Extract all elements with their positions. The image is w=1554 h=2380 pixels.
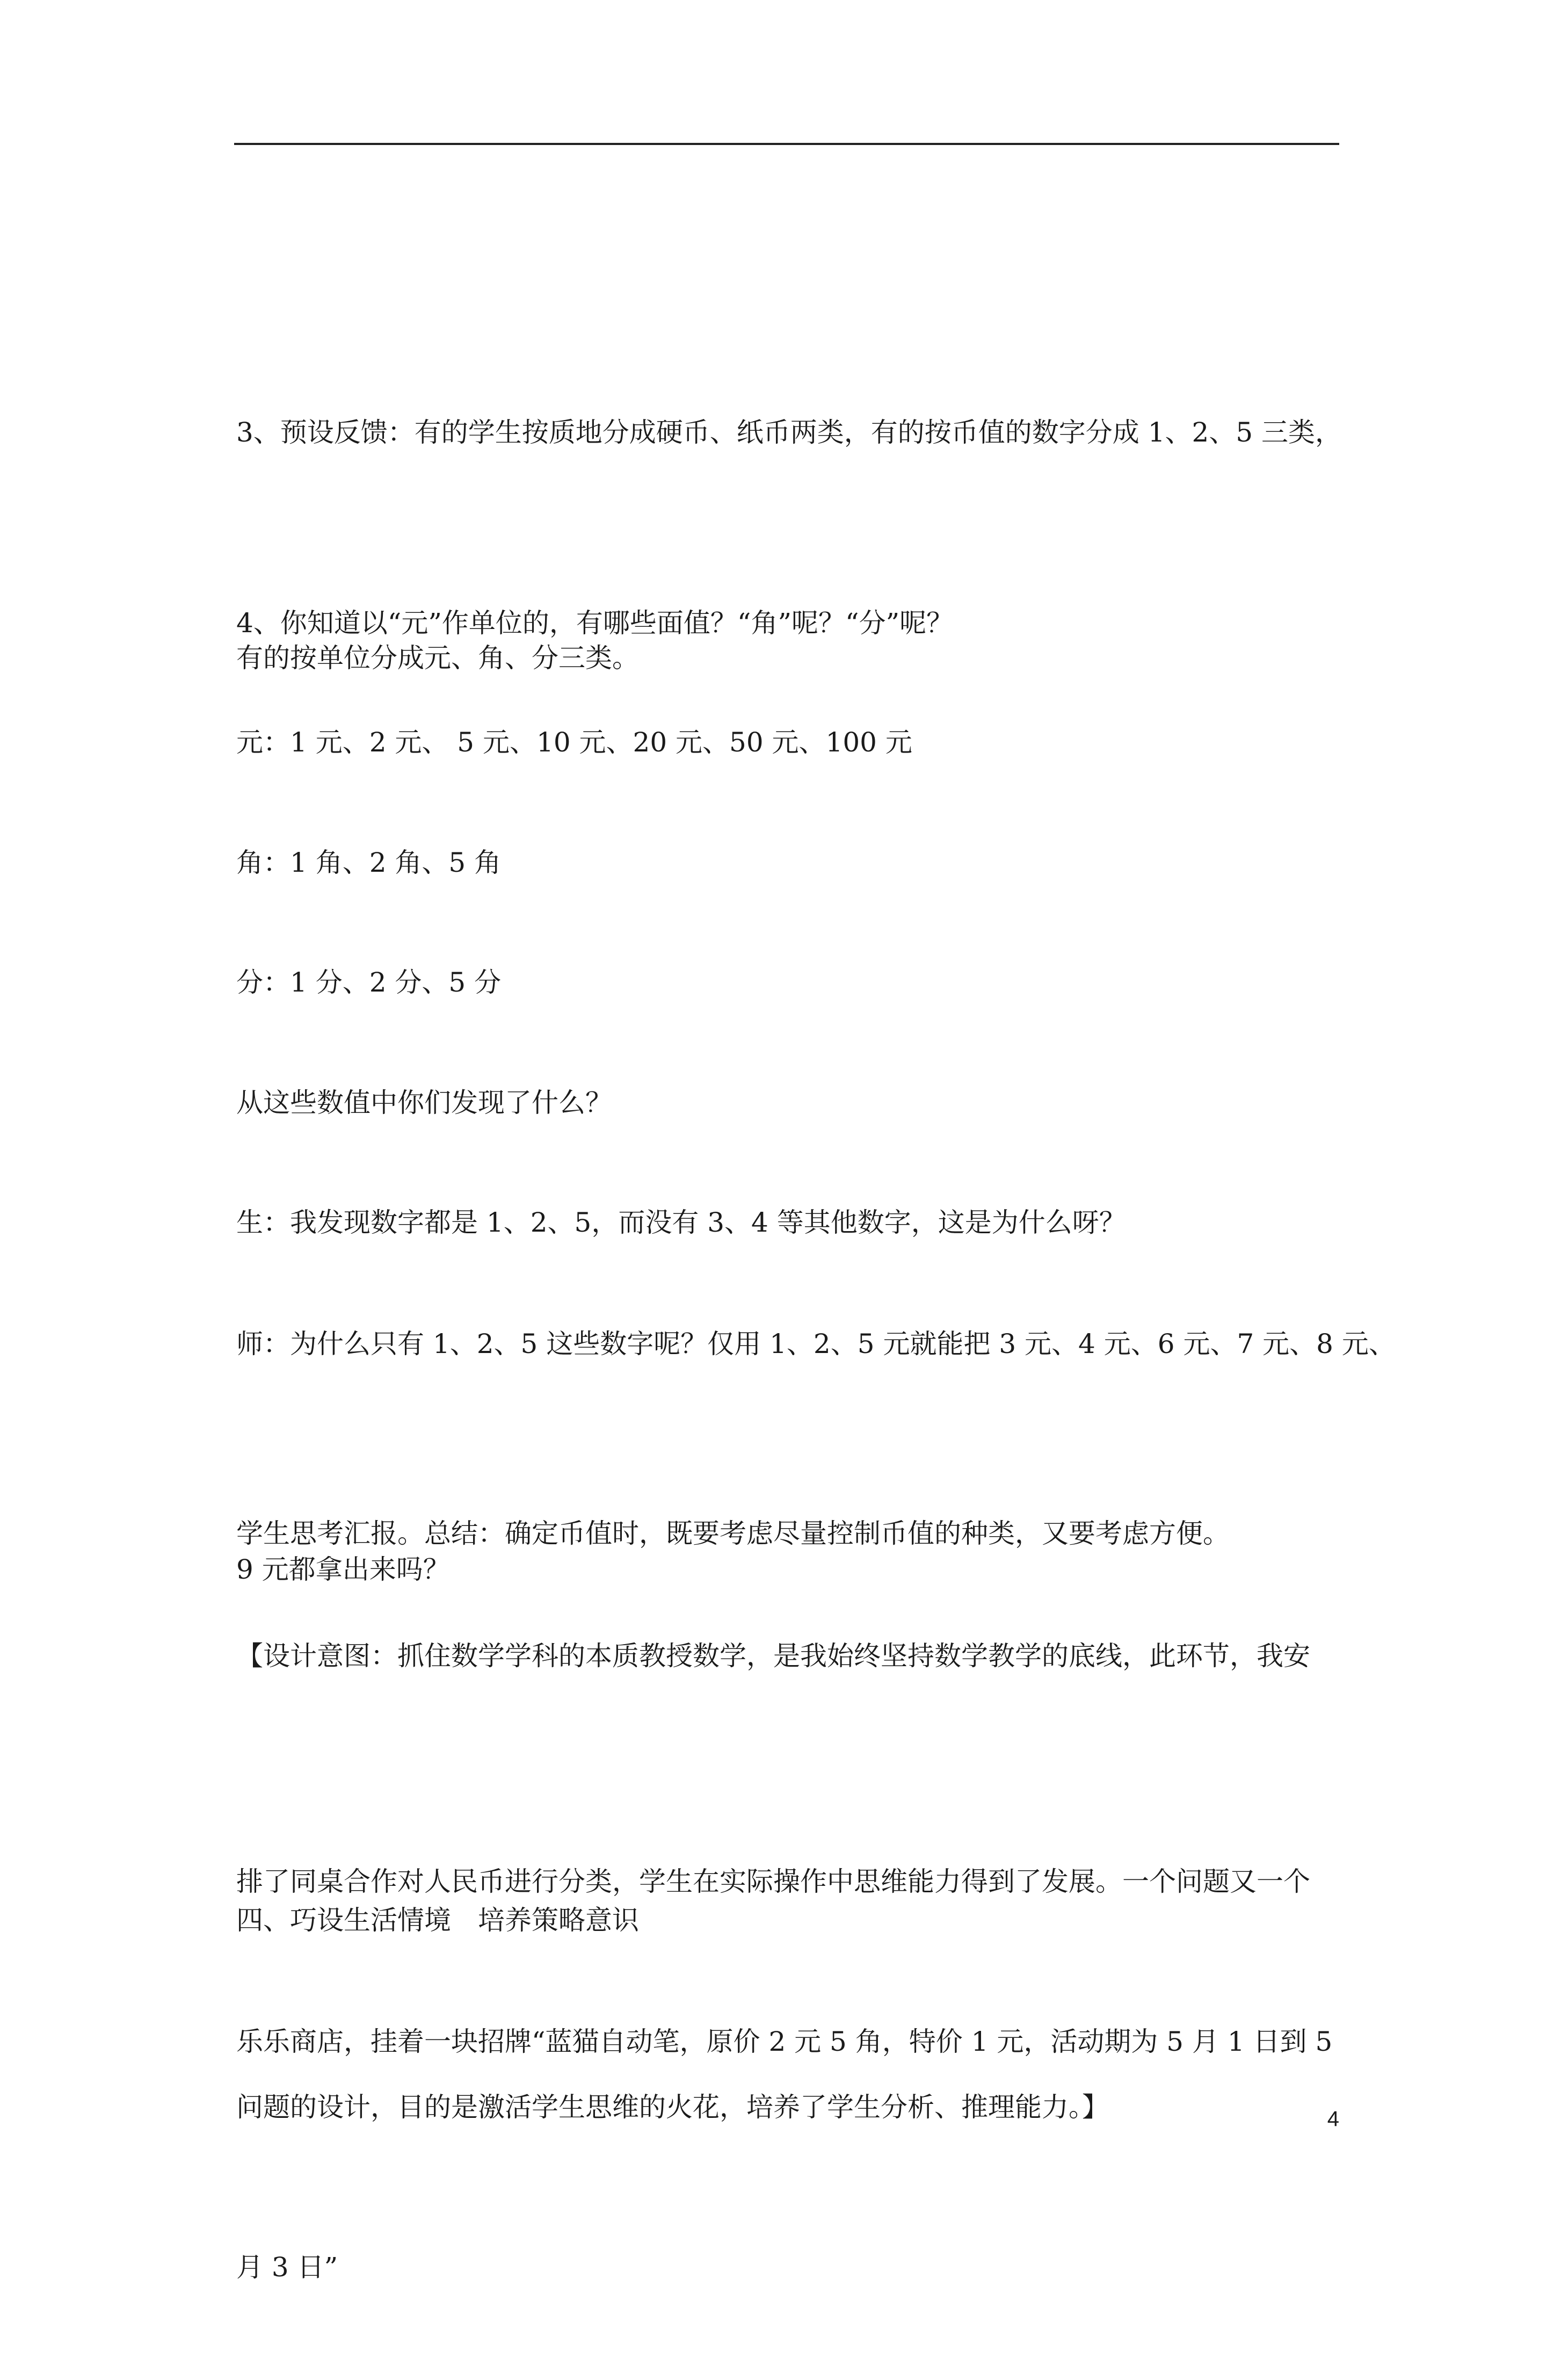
text-line: 【设计意图：抓住数学学科的本质教授数学，是我始终坚持数学教学的底线，此环节，我安	[236, 1640, 1310, 1672]
text-line: 从这些数值中你们发现了什么？	[236, 1087, 612, 1118]
page-number: 4	[1327, 2107, 1339, 2131]
text-line: 排了同桌合作对人民币进行分类，学生在实际操作中思维能力得到了发展。一个问题又一个	[236, 1866, 1310, 1897]
text-line: 问题的设计，目的是激活学生思维的火花，培养了学生分析、推理能力。】	[236, 2092, 1109, 2123]
header-rule	[234, 143, 1339, 145]
text-line: 9 元都拿出来吗？	[236, 1554, 450, 1585]
text-line: 生：我发现数字都是 1、2、5，而没有 3、4 等其他数字，这是为什么呀？	[236, 1207, 1126, 1238]
text-line: 分：1 分、2 分、5 分	[236, 967, 502, 998]
text-line: 四、巧设生活情境 培养策略意识	[236, 1905, 639, 1936]
text-line: 有的按单位分成元、角、分三类。	[236, 642, 639, 674]
text-line: 学生思考汇报。总结：确定币值时，既要考虑尽量控制币值的种类，又要考虑方便。	[236, 1518, 1230, 1549]
text-line: 师：为什么只有 1、2、5 这些数字呢？仅用 1、2、5 元就能把 3 元、4 元、6 元、7 元、8 元、	[236, 1328, 1396, 1359]
paragraph-store-sign	[236, 1854, 1340, 2380]
text-line: 4、你知道以“元”作单位的，有哪些面值？“角”呢？“分”呢？	[236, 607, 954, 639]
text-line: 乐乐商店，挂着一块招牌“蓝猫自动笔，原价 2 元 5 角，特价 1 元，活动期为 5 月 1 日到 5	[236, 2026, 1333, 2057]
text-line: 3、预设反馈：有的学生按质地分成硬币、纸币两类，有的按币值的数字分成 1、2、5 三类，	[236, 417, 1342, 448]
text-line: 角：1 角、2 角、5 角	[236, 847, 502, 878]
text-line: 月 3 日”	[236, 2252, 338, 2283]
text-line: 元：1 元、2 元、 5 元、10 元、20 元、50 元、100 元	[236, 727, 912, 758]
